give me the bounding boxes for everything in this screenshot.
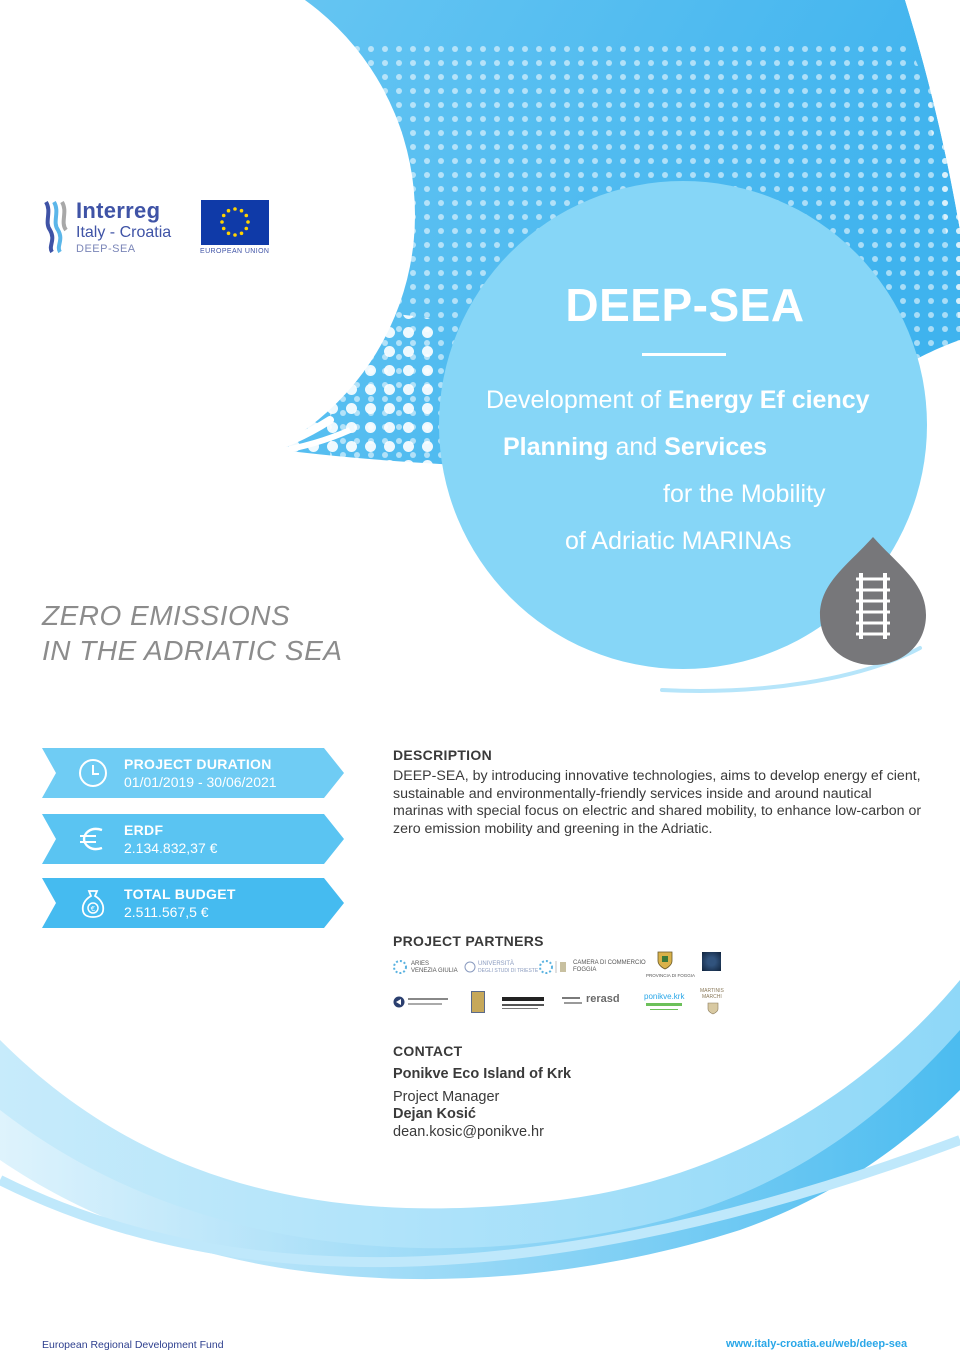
drop-rail-icon — [818, 535, 928, 667]
svg-text:€: € — [90, 905, 96, 913]
eu-flag-icon — [201, 200, 269, 245]
money-bag-icon — [78, 888, 108, 918]
footer-fund-label: European Regional Development Fund — [42, 1339, 224, 1351]
total-budget-banner — [42, 878, 344, 928]
banner-value: 01/01/2019 - 30/06/2021 — [124, 774, 277, 790]
partner-logo-ponikve: ponikve.krk — [644, 990, 688, 1014]
description-body: DEEP-SEA, by introducing innovative technologies, aims to develop energy ef cient, sustainable and environmentally-friendly services inside and around nautical marinas with special focus on electric and shared mobility, to enhance low-carbon or zero emission mobility and greening in the Adriatic. — [393, 768, 922, 837]
aries-flower-icon — [393, 960, 407, 974]
erdf-banner — [42, 814, 344, 864]
banner-label: TOTAL BUDGET — [124, 886, 236, 902]
port-authority-icon — [393, 996, 405, 1008]
brand-name: Interreg — [76, 198, 161, 223]
partner-logo-crest — [471, 991, 485, 1013]
contact-role: Project Manager — [393, 1089, 500, 1105]
subtitle-line-4: of Adriatic MARINAs — [565, 527, 792, 555]
project-name: DEEP-SEA — [76, 243, 136, 255]
camera-emblem-icon — [539, 960, 569, 974]
banner-label: ERDF — [124, 822, 164, 838]
partner-logo-university: UNIVERSITÀ DEGLI STUDI DI TRIESTE — [464, 958, 528, 976]
banner-label: PROJECT DURATION — [124, 756, 272, 772]
interreg-logo — [42, 198, 282, 260]
subtitle-line-1: Development of Energy Ef ciency — [486, 386, 870, 414]
banner-value: 2.134.832,37 € — [124, 840, 218, 856]
partner-logo-camera-commercio: CAMERA DI COMMERCIO FOGGIA — [539, 958, 639, 976]
interreg-stripes-icon — [42, 200, 68, 254]
slogan — [42, 598, 342, 668]
partners-heading: PROJECT PARTNERS — [393, 933, 544, 949]
project-duration-banner — [42, 748, 344, 798]
partner-logo-port-authority — [393, 994, 453, 1010]
description-heading: DESCRIPTION — [393, 747, 492, 763]
eu-label: EUROPEAN UNION — [200, 248, 270, 255]
program-name: Italy - Croatia — [76, 224, 172, 241]
contact-name: Dejan Kosić — [393, 1106, 476, 1122]
slogan-line-2: IN THE ADRIATIC SEA — [42, 635, 343, 666]
martinis-crest-icon — [706, 1001, 720, 1015]
provincia-crest-icon — [655, 950, 675, 970]
subtitle-line-2: Planning and Services — [503, 433, 768, 461]
contact-email-link[interactable]: dean.kosic@ponikve.hr — [393, 1124, 544, 1140]
partner-logo-rerasd: rerasd — [562, 992, 632, 1010]
contact-organization: Ponikve Eco Island of Krk — [393, 1066, 572, 1082]
banner-value: 2.511.567,5 € — [124, 904, 209, 920]
euro-icon — [78, 824, 108, 854]
partner-logo-martinis: MARTINIS MARCHI — [700, 988, 732, 1016]
title-divider — [642, 353, 726, 356]
subtitle-line-3: for the Mobility — [663, 480, 826, 508]
partner-logo-aries: ARIES VENEZIA GIULIA — [393, 958, 453, 976]
partner-logo-dark-square — [702, 952, 721, 971]
project-title: DEEP-SEA — [565, 279, 805, 331]
contact-heading: CONTACT — [393, 1043, 463, 1059]
slogan-line-1: ZERO EMISSIONS — [42, 600, 291, 631]
partner-logo-black-wordmark — [502, 992, 544, 1012]
university-seal-icon — [464, 961, 476, 973]
footer-website-link[interactable]: www.italy-croatia.eu/web/deep-sea — [726, 1338, 908, 1350]
partner-logo-provincia-foggia: PROVINCIA DI FOGGIA — [646, 950, 686, 980]
clock-icon — [78, 758, 108, 788]
